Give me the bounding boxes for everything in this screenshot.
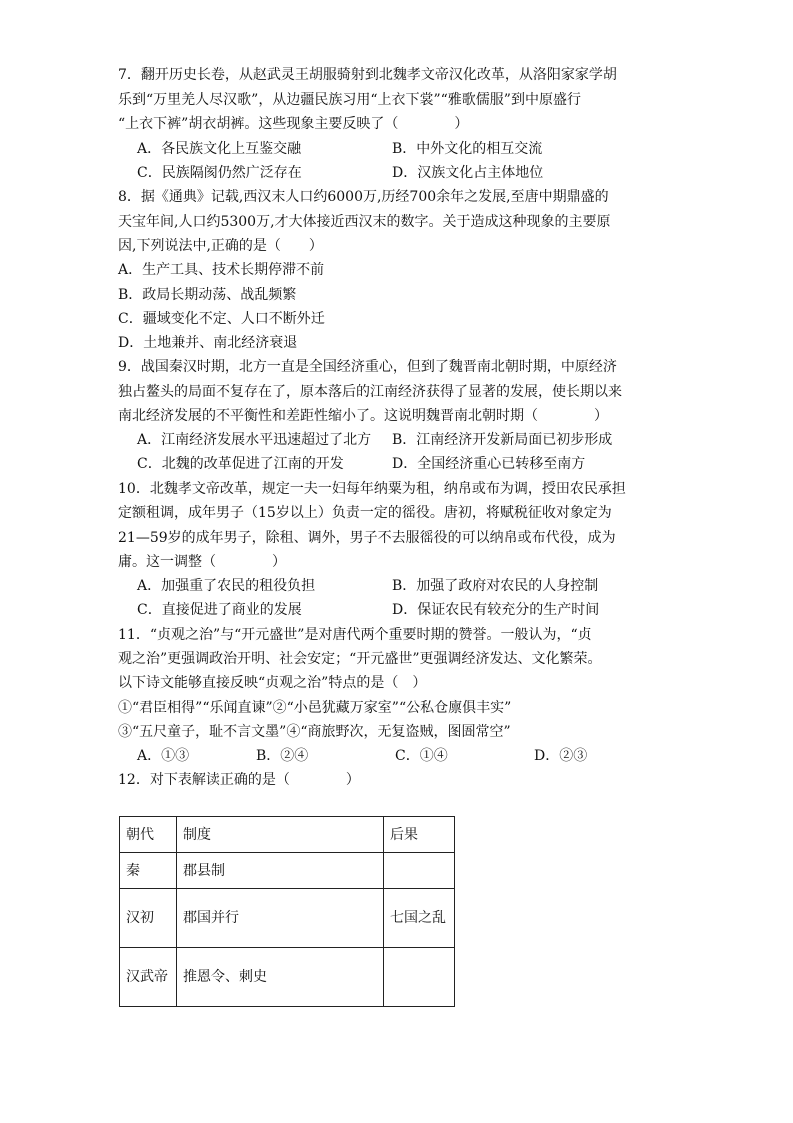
q12-stem: 12．对下表解读正确的是（ ） [118,772,360,788]
table-cell-dynasty: 汉武帝 [120,948,177,1007]
table-header-consequence: 后果 [384,817,455,853]
q9-option-c[interactable]: C．北魏的改革促进了江南的开发 [137,456,344,472]
table-row [120,948,455,1007]
q9-option-b[interactable]: B．江南经济开发新局面已初步形成 [392,432,613,448]
table-cell-dynasty: 汉初 [120,889,177,948]
q10-stem-line-3: 21—59岁的成年男子，除租、调外，男子不去服徭役的可以纳帛或布代役，成为 [118,530,616,546]
dynasty-system-table [119,816,455,1007]
q11-stem-line-5: ③“五尺童子，耻不言文墨”④“商旅野次，无复盗贼，图圄常空” [118,724,511,740]
q9-option-a[interactable]: A．江南经济发展水平迅速超过了北方 [137,432,372,448]
table-row [120,889,455,948]
q11-stem-line-3: 以下诗文能够直接反映“贞观之治”特点的是（ ） [118,675,427,691]
q9-stem-line-2: 独占鳌头的局面不复存在了，原本落后的江南经济获得了显著的发展，使长期以来 [118,384,622,400]
table-cell-consequence [384,853,455,889]
table-cell-system: 郡国并行 [177,889,384,948]
q8-option-a[interactable]: A．生产工具、技术长期停滞不前 [118,262,325,278]
q11-option-b[interactable]: B．②④ [256,748,309,764]
q10-option-b[interactable]: B．加强了政府对农民的人身控制 [392,578,599,594]
q10-stem-line-4: 庸。这一调整（ ） [118,554,286,570]
q7-option-b[interactable]: B．中外文化的相互交流 [392,141,543,157]
table-cell-consequence: 七国之乱 [384,889,455,948]
q7-stem-line-2: 乐到“万里羌人尽汉歌”，从边疆民族习用“上衣下裳”“雅歌儒服”到中原盛行 [118,92,581,108]
q11-stem-line-4: ①“君臣相得”“乐闻直谏”②“小邑犹藏万家室”“公私仓廪俱丰实” [118,700,512,716]
q10-option-a[interactable]: A．加强重了农民的租役负担 [137,578,316,594]
q8-option-c[interactable]: C．疆域变化不定、人口不断外迁 [118,311,325,327]
table-header-system: 制度 [177,817,384,853]
table-header-row [120,817,455,853]
q9-option-d[interactable]: D．全国经济重心已转移至南方 [392,456,586,472]
q11-stem-line-1: 11．“贞观之治”与“开元盛世”是对唐代两个重要时期的赞誉。一般认为，“贞 [118,627,592,643]
q7-option-d[interactable]: D．汉族文化占主体地位 [392,165,544,181]
q11-stem-line-2: 观之治”更强调政治开明、社会安定；“开元盛世”更强调经济发达、文化繁荣。 [118,651,602,667]
table-cell-dynasty: 秦 [120,853,177,889]
q10-option-c[interactable]: C．直接促进了商业的发展 [137,602,302,618]
q10-option-d[interactable]: D．保证农民有较充分的生产时间 [392,602,600,618]
q8-option-d[interactable]: D．土地兼并、南北经济衰退 [118,335,298,351]
table-cell-system: 推恩令、刺史 [177,948,384,1007]
table-cell-system: 郡县制 [177,853,384,889]
table-cell-consequence [384,948,455,1007]
table-header-dynasty: 朝代 [120,817,177,853]
q7-option-c[interactable]: C．民族隔阂仍然广泛存在 [137,165,302,181]
q11-option-c[interactable]: C．①④ [395,748,448,764]
q10-stem-line-2: 定额租调，成年男子（15岁以上）负责一定的徭役。唐初，将赋税征收对象定为 [118,505,612,521]
q7-option-a[interactable]: A．各民族文化上互鉴交融 [137,141,302,157]
q9-stem-line-1: 9．战国秦汉时期，北方一直是全国经济重心，但到了魏晋南北朝时期，中原经济 [118,359,617,375]
q9-stem-line-3: 南北经济发展的不平衡性和差距性缩小了。这说明魏晋南北朝时期（ ） [118,408,608,424]
q10-stem-line-1: 10．北魏孝文帝改革，规定一夫一妇每年纳粟为租，纳帛或布为调，授田农民承担 [118,481,626,497]
q8-stem-line-1: 8．据《通典》记载,西汉末人口约6000万,历经700余年之发展,至唐中期鼎盛的 [118,189,609,205]
q11-option-a[interactable]: A．①③ [137,748,190,764]
q8-stem-line-3: 因,下列说法中,正确的是（ ） [118,238,323,254]
q11-option-d[interactable]: D．②③ [534,748,588,764]
q7-stem-line-3: “上衣下裤”胡衣胡裤。这些现象主要反映了（ ） [118,116,469,132]
q7-stem-line-1: 7．翻开历史长卷，从赵武灵王胡服骑射到北魏孝文帝汉化改革，从洛阳家家学胡 [118,67,617,83]
table-row [120,853,455,889]
q8-stem-line-2: 天宝年间,人口约5300万,才大体接近西汉末的数字。关于造成这种现象的主要原 [118,214,611,230]
q8-option-b[interactable]: B．政局长期动荡、战乱频繁 [118,287,297,303]
